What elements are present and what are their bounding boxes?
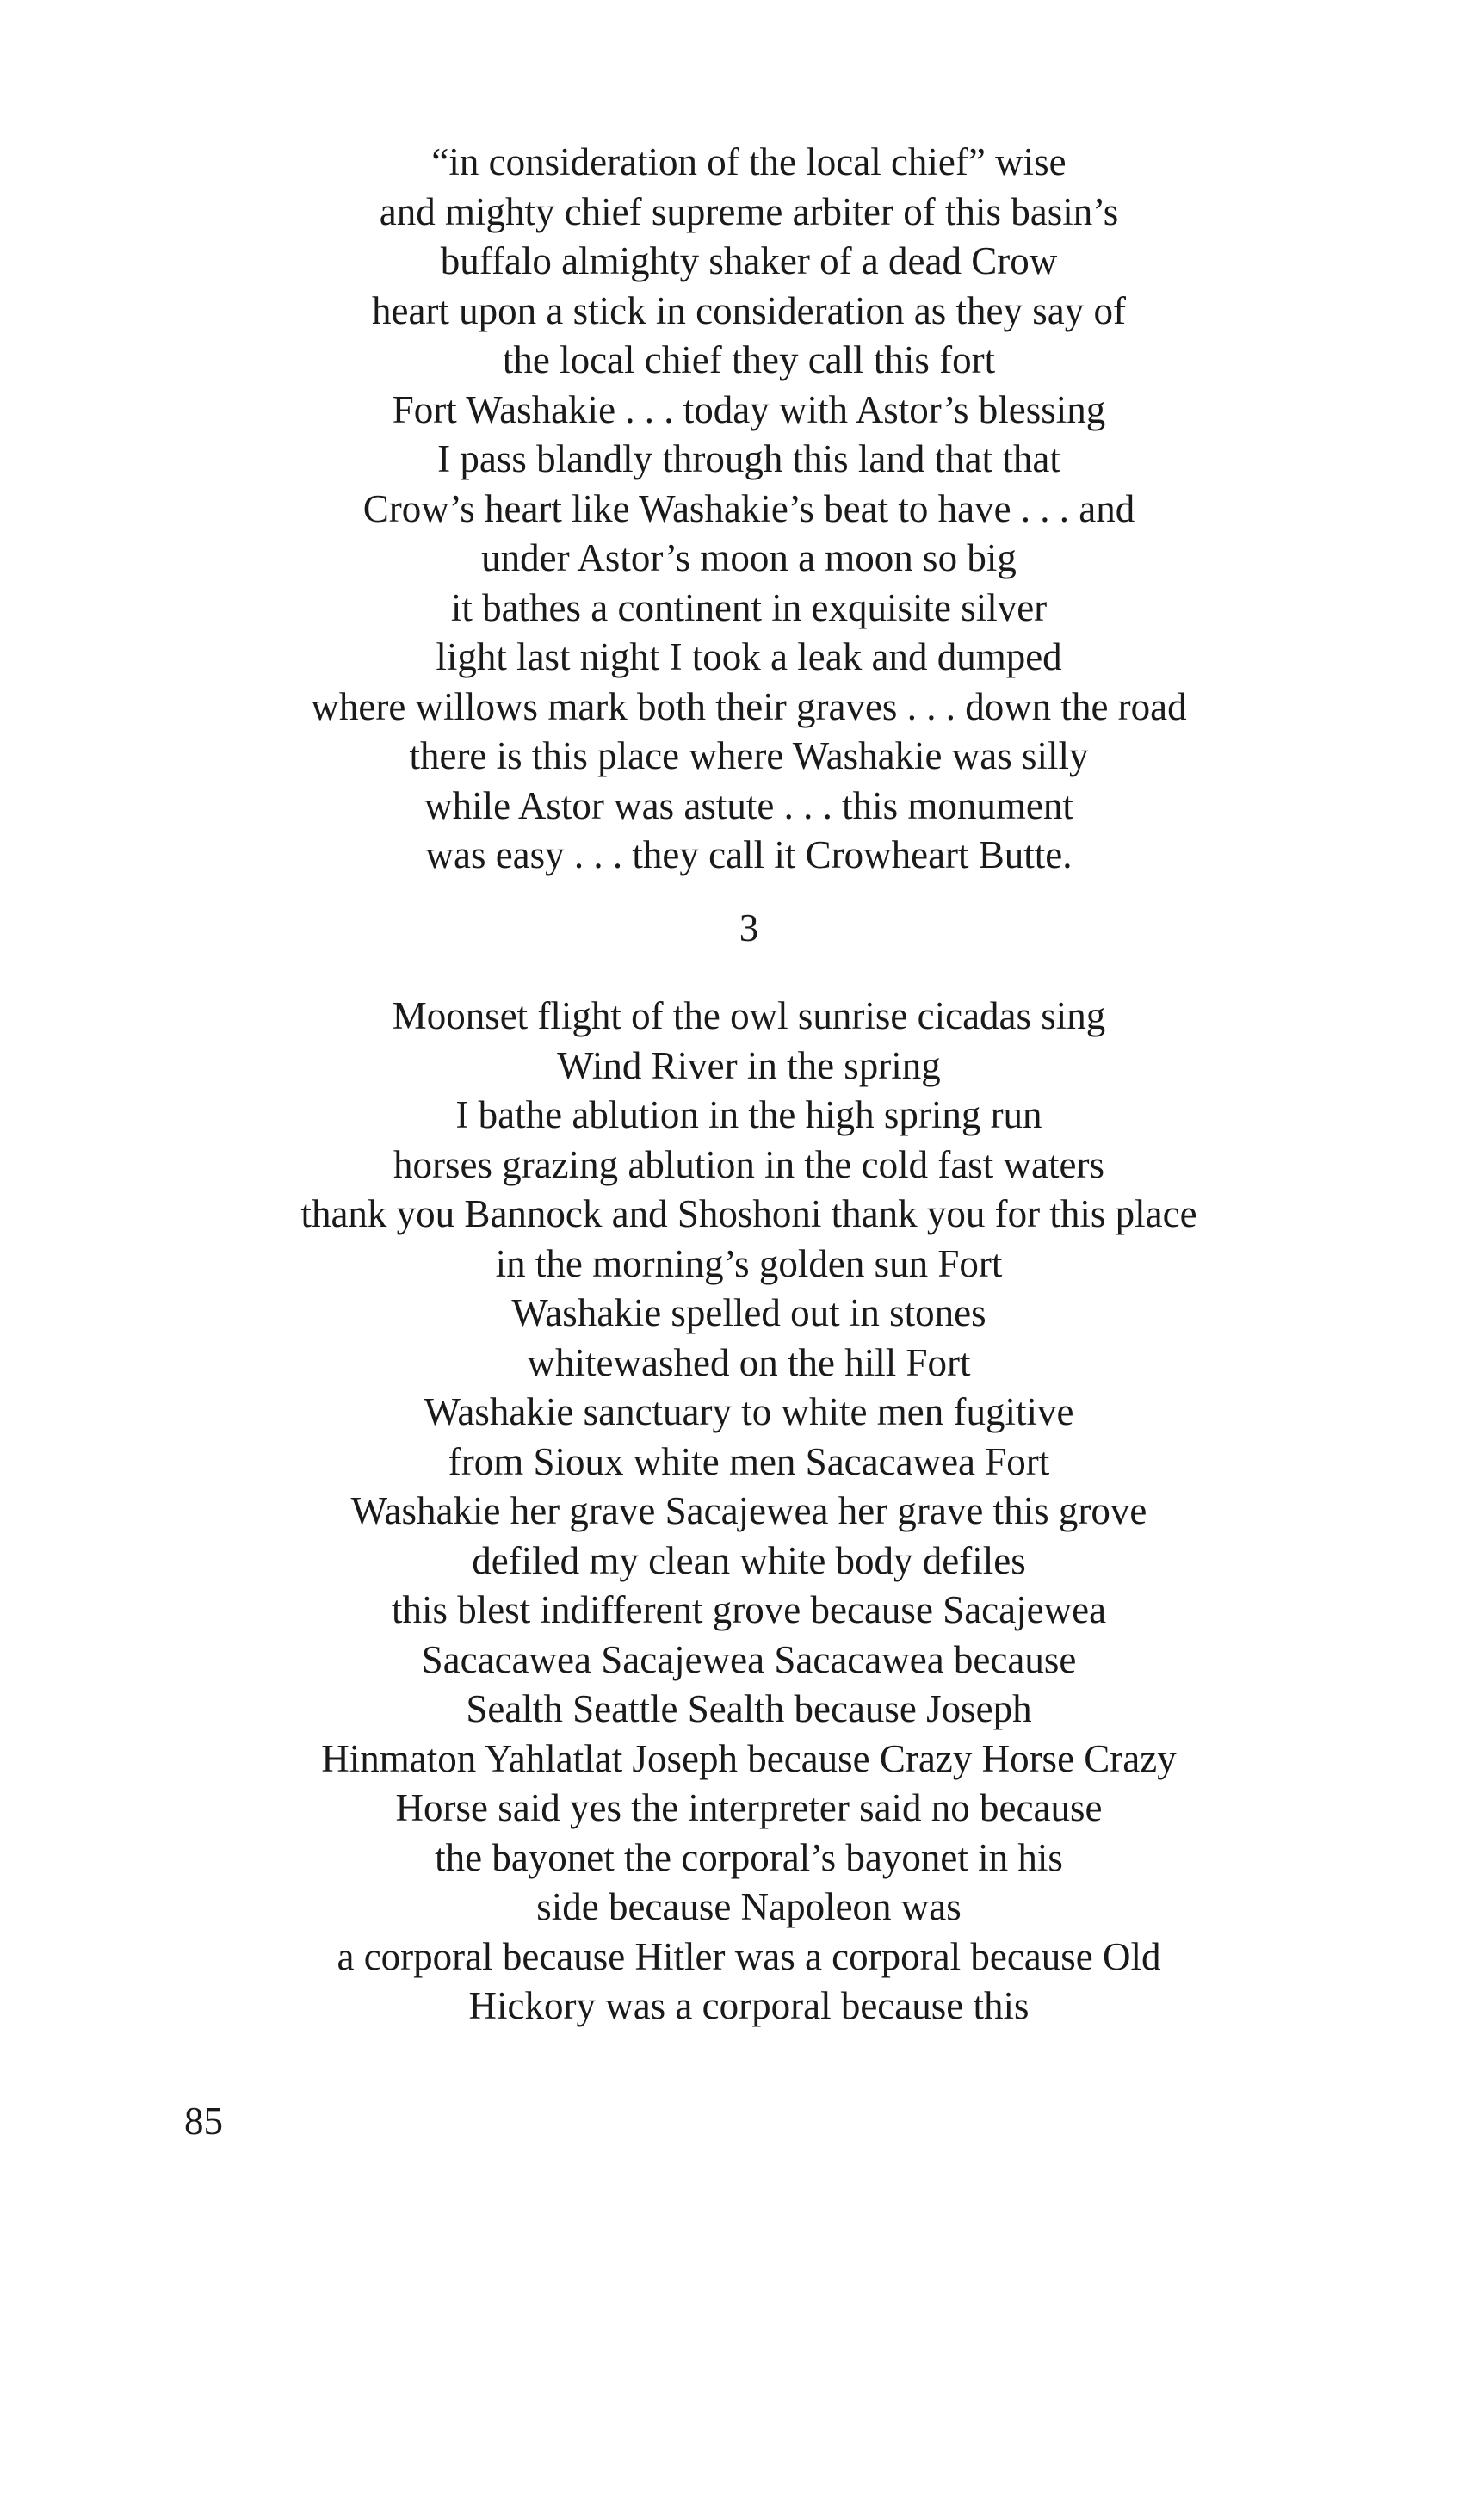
poem-line: side because Napoleon was	[536, 1885, 962, 1928]
poem-stanza-2	[172, 992, 1326, 2032]
poem-line: Hickory was a corporal because this	[468, 1984, 1030, 2027]
poem-line: I bathe ablution in the high spring run	[455, 1093, 1042, 1136]
poem-line: in the morning’s golden sun Fort	[495, 1241, 1003, 1285]
poem-line: horses grazing ablution in the cold fast waters	[393, 1142, 1105, 1186]
poem-line: Washakie her grave Sacajewea her grave this grove	[350, 1489, 1147, 1532]
poem-line: heart upon a stick in consideration as they say of	[371, 288, 1126, 332]
poem-line: the bayonet the corporal’s bayonet in his	[435, 1835, 1063, 1879]
section-number: 3	[739, 906, 759, 949]
poem-line: where willows mark both their graves . . . down the road	[311, 684, 1187, 728]
poem-line: thank you Bannock and Shoshoni thank you for this place	[300, 1192, 1197, 1235]
poem-stanza-1	[172, 138, 1326, 881]
poem-line: light last night I took a leak and dumped	[436, 635, 1062, 678]
poem-line: Moonset flight of the owl sunrise cicadas sing	[392, 994, 1106, 1037]
poem-line: there is this place where Washakie was silly	[409, 734, 1089, 777]
poem-line: it bathes a continent in exquisite silver	[450, 585, 1048, 629]
poem-line: Fort Washakie . . . today with Astor’s blessing	[392, 387, 1106, 431]
poem-line: Wind River in the spring	[557, 1043, 941, 1087]
poem-line: Washakie spelled out in stones	[511, 1291, 986, 1334]
poem-line: while Astor was astute . . . this monument	[424, 783, 1073, 827]
poem-line: “in consideration of the local chief” wise	[431, 140, 1067, 183]
poem-line: Sealth Seattle Sealth because Joseph	[466, 1687, 1032, 1730]
page-number: 85	[184, 2100, 223, 2143]
poem-line: Sacacawea Sacajewea Sacacawea because	[421, 1637, 1077, 1681]
poem-line: a corporal because Hitler was a corporal because Old	[337, 1934, 1161, 1978]
poem-line: Horse said yes the interpreter said no because	[395, 1786, 1103, 1829]
poem-line: Hinmaton Yahlatlat Joseph because Crazy Horse Crazy	[321, 1736, 1177, 1780]
poem-line: from Sioux white men Sacacawea Fort	[448, 1439, 1050, 1483]
poem-line: Washakie sanctuary to white men fugitive	[424, 1390, 1074, 1433]
poem-line: this blest indifferent grove because Sacajewea	[391, 1588, 1107, 1631]
poem-line: whitewashed on the hill Fort	[527, 1340, 971, 1384]
poem-line: I pass blandly through this land that that	[437, 437, 1060, 480]
poem-line: the local chief they call this fort	[502, 338, 996, 381]
poem-line: Crow’s heart like Washakie’s beat to have . . . and	[362, 486, 1135, 530]
poem-line: defiled my clean white body defiles	[472, 1538, 1026, 1582]
poem-line: and mighty chief supreme arbiter of this basin’s	[379, 189, 1119, 233]
poem-line: was easy . . . they call it Crowheart Butte.	[425, 833, 1073, 876]
poem-line: buffalo almighty shaker of a dead Crow	[440, 239, 1058, 282]
poem-line: under Astor’s moon a moon so big	[481, 536, 1017, 579]
